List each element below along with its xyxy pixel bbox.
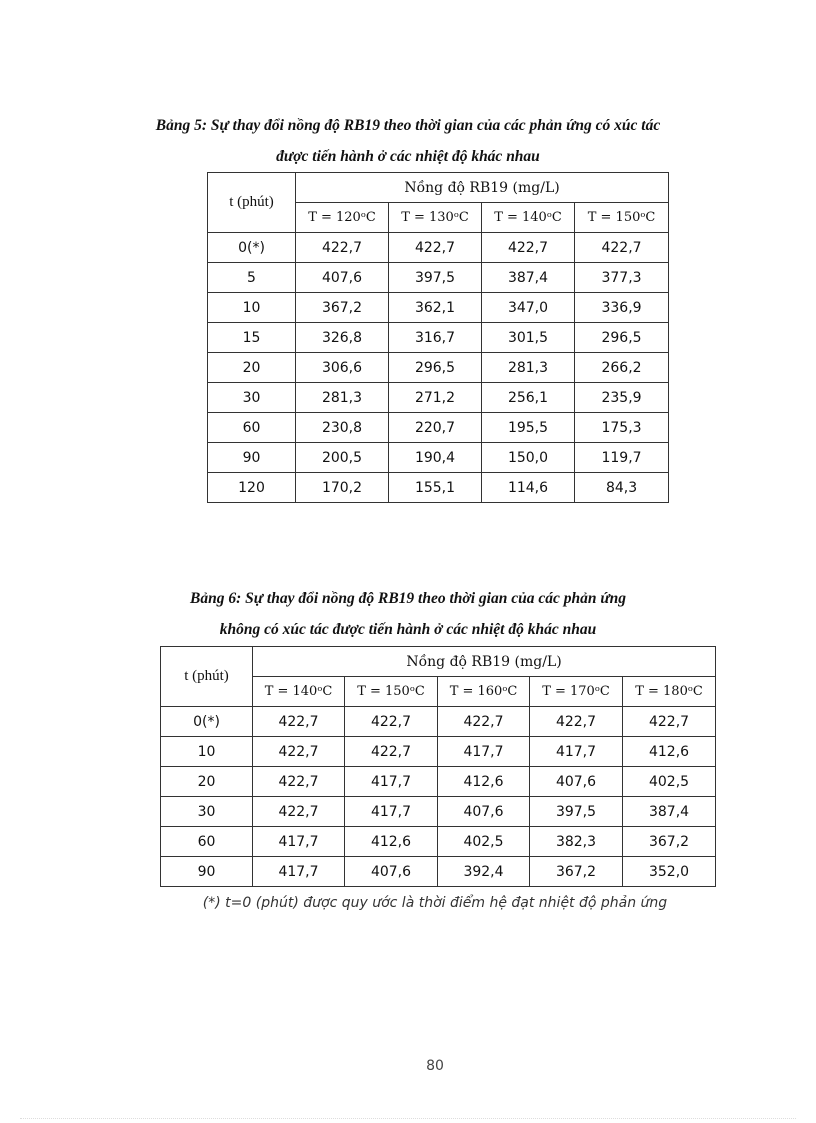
table6-time-cell: 20 xyxy=(161,767,253,797)
table5-row xyxy=(208,353,669,383)
table6 xyxy=(160,646,716,887)
table6-value-cell: 417,7 xyxy=(345,797,438,827)
table5-row xyxy=(208,293,669,323)
table5-value-cell: 407,6 xyxy=(296,263,389,293)
table5-value-cell: 266,2 xyxy=(575,353,669,383)
table6-value-cell: 422,7 xyxy=(253,767,345,797)
table5-time-cell: 0(*) xyxy=(208,233,296,263)
table5-time-cell: 30 xyxy=(208,383,296,413)
table6-column-header: T = 150ᵒC xyxy=(345,677,438,707)
table6-time-cell: 60 xyxy=(161,827,253,857)
table6-value-cell: 422,7 xyxy=(530,707,623,737)
table6-column-header: T = 180ᵒC xyxy=(623,677,716,707)
table5-caption-line2: được tiến hành ở các nhiệt độ khác nhau xyxy=(276,148,540,165)
table6-value-cell: 387,4 xyxy=(623,797,716,827)
table5-value-cell: 397,5 xyxy=(389,263,482,293)
table6-value-cell: 422,7 xyxy=(345,707,438,737)
table6-value-cell: 352,0 xyxy=(623,857,716,887)
table5-row xyxy=(208,473,669,503)
table6-value-cell: 422,7 xyxy=(623,707,716,737)
table5-value-cell: 235,9 xyxy=(575,383,669,413)
table5-value-cell: 316,7 xyxy=(389,323,482,353)
table5-value-cell: 271,2 xyxy=(389,383,482,413)
table5-value-cell: 170,2 xyxy=(296,473,389,503)
table5-value-cell: 119,7 xyxy=(575,443,669,473)
table5-time-cell: 60 xyxy=(208,413,296,443)
table5-value-cell: 296,5 xyxy=(575,323,669,353)
table5-row xyxy=(208,233,669,263)
table5-value-cell: 422,7 xyxy=(389,233,482,263)
table5-value-cell: 281,3 xyxy=(296,383,389,413)
table5-value-cell: 150,0 xyxy=(482,443,575,473)
table6-caption xyxy=(0,583,816,645)
table5-value-cell: 84,3 xyxy=(575,473,669,503)
table6-value-cell: 402,5 xyxy=(623,767,716,797)
table5-value-cell: 230,8 xyxy=(296,413,389,443)
table6-time-cell: 30 xyxy=(161,797,253,827)
table6-time-cell: 0(*) xyxy=(161,707,253,737)
table5-column-header: T = 130ᵒC xyxy=(389,203,482,233)
table6-value-cell: 422,7 xyxy=(253,737,345,767)
table6-time-cell: 10 xyxy=(161,737,253,767)
table5-row xyxy=(208,443,669,473)
table6-value-cell: 407,6 xyxy=(438,797,530,827)
table5-value-cell: 195,5 xyxy=(482,413,575,443)
table6-value-cell: 422,7 xyxy=(253,797,345,827)
table6-row xyxy=(161,737,716,767)
table6-row xyxy=(161,767,716,797)
table5-column-header: T = 120ᵒC xyxy=(296,203,389,233)
table5-value-cell: 190,4 xyxy=(389,443,482,473)
table5-value-cell: 367,2 xyxy=(296,293,389,323)
table6-value-cell: 417,7 xyxy=(530,737,623,767)
table5-value-cell: 347,0 xyxy=(482,293,575,323)
table5-value-cell: 362,1 xyxy=(389,293,482,323)
table5-concentration-header: Nồng độ RB19 (mg/L) xyxy=(296,173,669,203)
table6-time-header: t (phút) xyxy=(161,647,253,707)
table6-column-header: T = 170ᵒC xyxy=(530,677,623,707)
table5-value-cell: 377,3 xyxy=(575,263,669,293)
table6-value-cell: 382,3 xyxy=(530,827,623,857)
table5-value-cell: 155,1 xyxy=(389,473,482,503)
table5-row xyxy=(208,263,669,293)
table6-value-cell: 407,6 xyxy=(530,767,623,797)
table6-value-cell: 417,7 xyxy=(253,857,345,887)
table5-value-cell: 281,3 xyxy=(482,353,575,383)
table5-value-cell: 336,9 xyxy=(575,293,669,323)
table5-caption-line1: Bảng 5: Sự thay đổi nồng độ RB19 theo thời gian của các phản ứng có xúc tác xyxy=(155,117,661,134)
table5-value-cell: 422,7 xyxy=(482,233,575,263)
table6-value-cell: 417,7 xyxy=(253,827,345,857)
table6-value-cell: 412,6 xyxy=(345,827,438,857)
table6-row xyxy=(161,797,716,827)
table5-value-cell: 422,7 xyxy=(575,233,669,263)
table5-column-header: T = 150ᵒC xyxy=(575,203,669,233)
table6-value-cell: 417,7 xyxy=(345,767,438,797)
table5-value-cell: 220,7 xyxy=(389,413,482,443)
table6-value-cell: 367,2 xyxy=(530,857,623,887)
table5-value-cell: 326,8 xyxy=(296,323,389,353)
table6-value-cell: 422,7 xyxy=(345,737,438,767)
table5-value-cell: 256,1 xyxy=(482,383,575,413)
table6-caption-line2: không có xúc tác được tiến hành ở các nhiệt độ khác nhau xyxy=(219,621,597,638)
table5-value-cell: 200,5 xyxy=(296,443,389,473)
table5-time-cell: 5 xyxy=(208,263,296,293)
table5-value-cell: 422,7 xyxy=(296,233,389,263)
table5-time-cell: 15 xyxy=(208,323,296,353)
footnote: (*) t=0 (phút) được quy ước là thời điểm hệ đạt nhiệt độ phản ứng xyxy=(202,895,668,911)
table5-row xyxy=(208,413,669,443)
table5-row xyxy=(208,323,669,353)
table5-time-cell: 90 xyxy=(208,443,296,473)
page-number: 80 xyxy=(426,1058,444,1074)
table6-value-cell: 367,2 xyxy=(623,827,716,857)
table5-time-cell: 10 xyxy=(208,293,296,323)
table6-value-cell: 407,6 xyxy=(345,857,438,887)
table5-value-cell: 301,5 xyxy=(482,323,575,353)
table5-time-cell: 120 xyxy=(208,473,296,503)
table5-time-header: t (phút) xyxy=(208,173,296,233)
table5-value-cell: 296,5 xyxy=(389,353,482,383)
table6-value-cell: 422,7 xyxy=(438,707,530,737)
table6-row xyxy=(161,827,716,857)
table6-row xyxy=(161,857,716,887)
table5-value-cell: 306,6 xyxy=(296,353,389,383)
table5 xyxy=(207,172,669,503)
table6-value-cell: 422,7 xyxy=(253,707,345,737)
table6-time-cell: 90 xyxy=(161,857,253,887)
table6-value-cell: 417,7 xyxy=(438,737,530,767)
table6-column-header: T = 160ᵒC xyxy=(438,677,530,707)
table6-value-cell: 412,6 xyxy=(623,737,716,767)
table5-time-cell: 20 xyxy=(208,353,296,383)
table5-value-cell: 114,6 xyxy=(482,473,575,503)
table5-value-cell: 175,3 xyxy=(575,413,669,443)
table5-caption xyxy=(0,110,816,172)
table6-caption-line1: Bảng 6: Sự thay đổi nồng độ RB19 theo thời gian của các phản ứng xyxy=(190,590,626,607)
table6-value-cell: 402,5 xyxy=(438,827,530,857)
page-bottom-divider xyxy=(20,1118,796,1119)
table5-column-header: T = 140ᵒC xyxy=(482,203,575,233)
table6-row xyxy=(161,707,716,737)
table6-concentration-header: Nồng độ RB19 (mg/L) xyxy=(253,647,716,677)
table6-value-cell: 397,5 xyxy=(530,797,623,827)
table6-column-header: T = 140ᵒC xyxy=(253,677,345,707)
table5-row xyxy=(208,383,669,413)
table6-value-cell: 412,6 xyxy=(438,767,530,797)
table5-value-cell: 387,4 xyxy=(482,263,575,293)
table6-value-cell: 392,4 xyxy=(438,857,530,887)
